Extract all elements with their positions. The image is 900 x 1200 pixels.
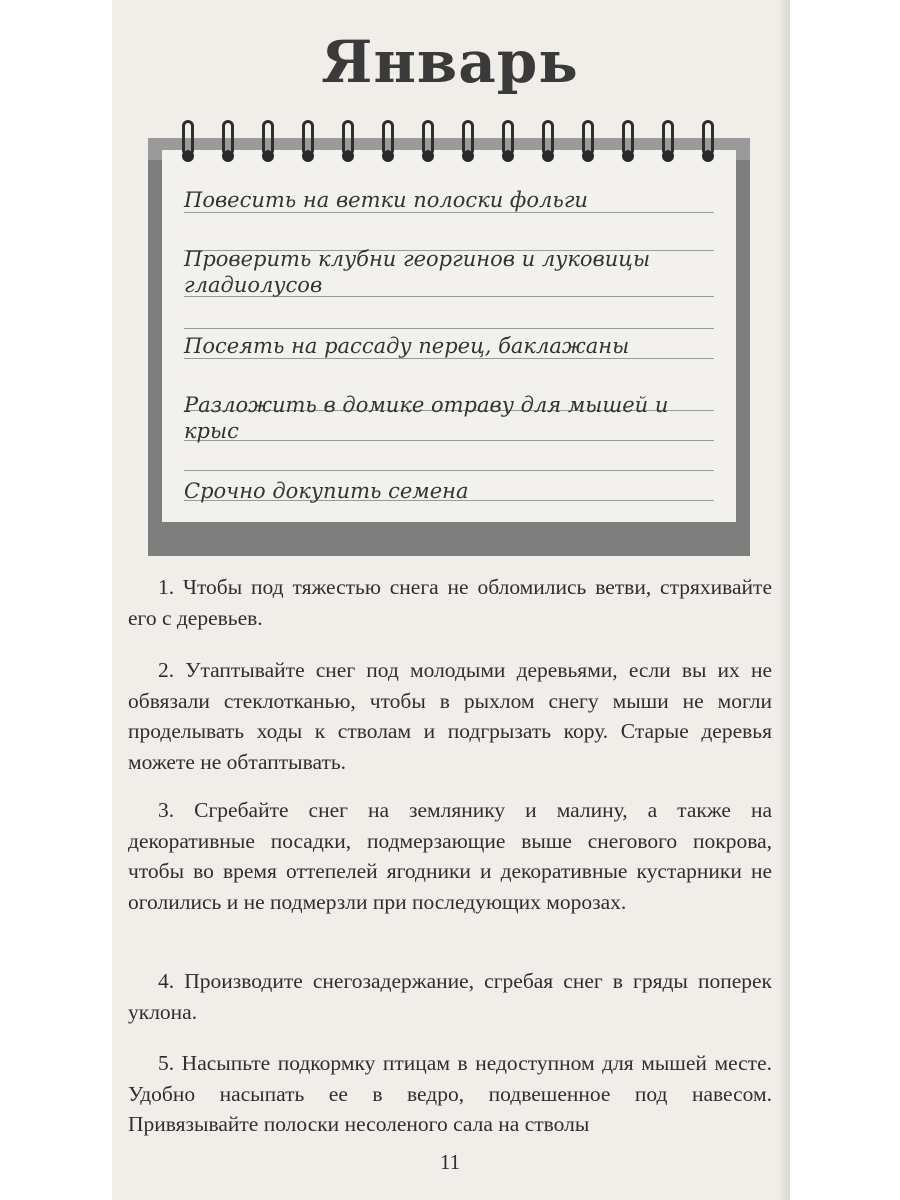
paragraph bbox=[128, 795, 772, 917]
binding-hole bbox=[462, 150, 474, 162]
binding-hole bbox=[662, 150, 674, 162]
paragraph bbox=[128, 655, 772, 777]
paragraph bbox=[128, 966, 772, 1027]
ruled-line bbox=[184, 328, 714, 329]
binding-hole bbox=[262, 150, 274, 162]
binding-hole bbox=[502, 150, 514, 162]
note-task: Срочно докупить семена bbox=[184, 479, 469, 503]
binding-hole bbox=[582, 150, 594, 162]
binding-hole bbox=[382, 150, 394, 162]
note-task: Разложить в домике отраву для мышей и крыс bbox=[184, 393, 669, 443]
paragraph bbox=[128, 572, 772, 633]
paragraph-text: 3. Сгребайте снег на землянику и малину, а также на декоративные посадки, подмерзающие выше снегового покрова, чтобы во время оттепелей ягодники и декоративные кустарники не оголились и не подмерзли при последующих морозах. bbox=[128, 798, 772, 914]
paragraph-text: 2. Утаптывайте снег под молодыми деревьями, если вы их не обвязали стеклотканью, чтобы в рыхлом снегу мыши не могли проделывать ходы к стволам и подгрызать кору. Старые деревья можете не обтаптывать. bbox=[128, 658, 772, 774]
page-title: Январь bbox=[321, 28, 579, 96]
binding-hole bbox=[302, 150, 314, 162]
binding-hole bbox=[342, 150, 354, 162]
page-number: 11 bbox=[439, 1150, 461, 1174]
binding-hole bbox=[222, 150, 234, 162]
binding-hole bbox=[542, 150, 554, 162]
paragraph-text: 5. Насыпьте подкормку птицам в недоступном для мышей месте. Удобно насыпать ее в ведро, подвешенное под навесом. Привязывайте полоски несоленого сала на стволы bbox=[128, 1051, 772, 1136]
paragraph-text: 4. Производите снегозадержание, сгребая снег в гряды поперек уклона. bbox=[128, 969, 772, 1024]
paragraph-text: 1. Чтобы под тяжестью снега не обломились ветви, стряхивайте его с деревьев. bbox=[128, 575, 772, 630]
paragraph bbox=[128, 1048, 772, 1140]
binding-hole bbox=[182, 150, 194, 162]
binding-hole bbox=[422, 150, 434, 162]
note-task: Повесить на ветки полоски фольги bbox=[184, 188, 588, 212]
note-task: Посеять на рассаду перец, баклажаны bbox=[184, 334, 630, 358]
binding-hole bbox=[622, 150, 634, 162]
spiral-binding bbox=[180, 120, 720, 164]
binding-hole bbox=[702, 150, 714, 162]
ruled-line bbox=[184, 470, 714, 471]
page-edge bbox=[780, 0, 790, 1200]
note-task: Проверить клубни георгинов и луковицы гладиолусов bbox=[184, 247, 651, 297]
